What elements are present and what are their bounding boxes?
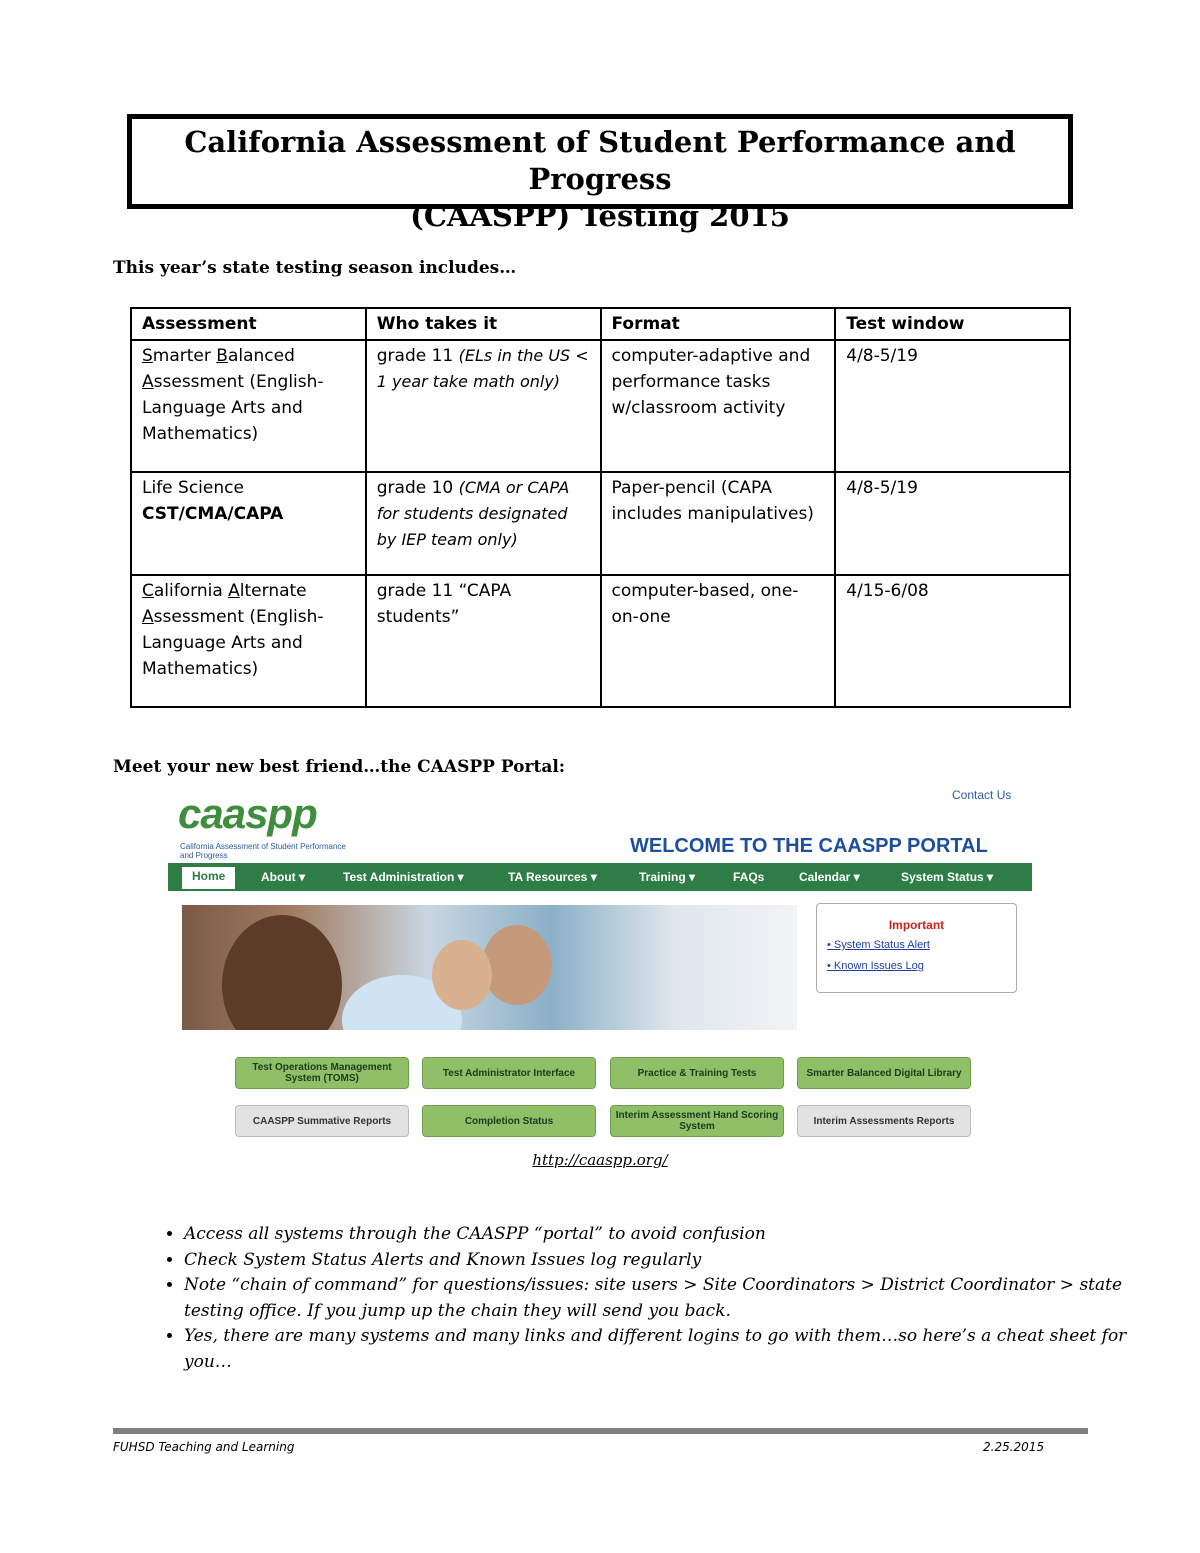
contact-us-link[interactable]: Contact Us [952, 788, 1012, 802]
nav-home[interactable]: Home [182, 867, 235, 889]
nav-ta-resources[interactable]: TA Resources ▾ [508, 870, 597, 884]
portal-nav [168, 863, 1032, 891]
header-who: Who takes it [366, 308, 601, 340]
intro-text: This year’s state testing season includes… [113, 258, 517, 278]
cell-format: Paper-pencil (CAPA includes manipulatives) [601, 472, 836, 575]
cell-assessment: Life Science CST/CMA/CAPA [131, 472, 366, 575]
welcome-banner: WELCOME TO THE CAASPP PORTAL [630, 835, 988, 857]
completion-status-tile[interactable]: Completion Status [422, 1105, 596, 1137]
portal-screenshot [168, 785, 1032, 1155]
logo-wordmark: caaspp [178, 790, 317, 837]
header-window: Test window [835, 308, 1070, 340]
practice-tests-tile[interactable]: Practice & Training Tests [610, 1057, 784, 1089]
title-line-2: (CAASPP) Testing 2015 [410, 199, 790, 233]
list-item: • Yes, there are many systems and many links and different logins to go with them…so here’s a cheat sheet for you… [184, 1324, 1134, 1375]
tai-tile[interactable]: Test Administrator Interface [422, 1057, 596, 1089]
digital-library-tile[interactable]: Smarter Balanced Digital Library [797, 1057, 971, 1089]
portal-url-link[interactable]: http://caaspp.org/ [532, 1151, 668, 1169]
interim-reports-tile[interactable]: Interim Assessments Reports [797, 1105, 971, 1137]
table-row [131, 340, 1070, 472]
nav-training[interactable]: Training ▾ [639, 870, 696, 884]
title-line-1: California Assessment of Student Performance and Progress [184, 125, 1016, 196]
summative-reports-tile[interactable]: CAASPP Summative Reports [235, 1105, 409, 1137]
student-face-shape [482, 925, 552, 1005]
toms-tile[interactable]: Test Operations Management System (TOMS) [235, 1057, 409, 1089]
student-face-shape [432, 940, 492, 1010]
cell-who: grade 11 (ELs in the US < 1 year take math only) [366, 340, 601, 472]
cell-format: computer-based, one-on-one [601, 575, 836, 707]
caaspp-logo [178, 790, 346, 862]
logo-subtitle: California Assessment of Student Performance and Progress [180, 842, 346, 860]
cell-window: 4/15-6/08 [835, 575, 1070, 707]
cell-assessment: California Alternate Assessment (English-Language Arts and Mathematics) [131, 575, 366, 707]
table-row [131, 575, 1070, 707]
list-item: • Note “chain of command” for questions/issues: site users > Site Coordinators > District Coordinator > state testing office. If you jump up the chain they will send you back. [184, 1273, 1134, 1324]
table-row [131, 472, 1070, 575]
known-issues-log-link[interactable]: • Known Issues Log [827, 960, 924, 972]
nav-system-status[interactable]: System Status ▾ [901, 870, 994, 884]
footer-divider [113, 1428, 1088, 1434]
cell-window: 4/8-5/19 [835, 340, 1070, 472]
nav-calendar[interactable]: Calendar ▾ [799, 870, 860, 884]
student-face-shape [222, 915, 342, 1030]
list-item: • Check System Status Alerts and Known Issues log regularly [184, 1248, 1134, 1274]
list-item: • Access all systems through the CAASPP “portal” to avoid confusion [184, 1222, 1134, 1248]
notes-list [140, 1222, 1134, 1375]
portal-heading: Meet your new best friend…the CAASPP Portal: [113, 757, 566, 777]
cell-who: grade 11 “CAPA students” [366, 575, 601, 707]
assessment-table [130, 307, 1071, 708]
cell-window: 4/8-5/19 [835, 472, 1070, 575]
table-header-row [131, 308, 1070, 340]
important-title: Important [888, 918, 945, 932]
cell-assessment: Smarter Balanced Assessment (English-Language Arts and Mathematics) [131, 340, 366, 472]
header-format: Format [601, 308, 836, 340]
cell-format: computer-adaptive and performance tasks w/classroom activity [601, 340, 836, 472]
important-box [816, 903, 1017, 993]
system-status-alert-link[interactable]: • System Status Alert [827, 939, 930, 951]
nav-about[interactable]: About ▾ [261, 870, 306, 884]
footer-left: FUHSD Teaching and Learning [113, 1440, 295, 1454]
hand-scoring-tile[interactable]: Interim Assessment Hand Scoring System [610, 1105, 784, 1137]
footer-date: 2.25.2015 [983, 1440, 1045, 1454]
header-assessment: Assessment [131, 308, 366, 340]
document-title [127, 114, 1073, 233]
hero-photo [182, 905, 797, 1030]
cell-who: grade 10 (CMA or CAPA for students designated by IEP team only) [366, 472, 601, 575]
nav-faqs[interactable]: FAQs [733, 870, 765, 884]
nav-test-administration[interactable]: Test Administration ▾ [343, 870, 464, 884]
